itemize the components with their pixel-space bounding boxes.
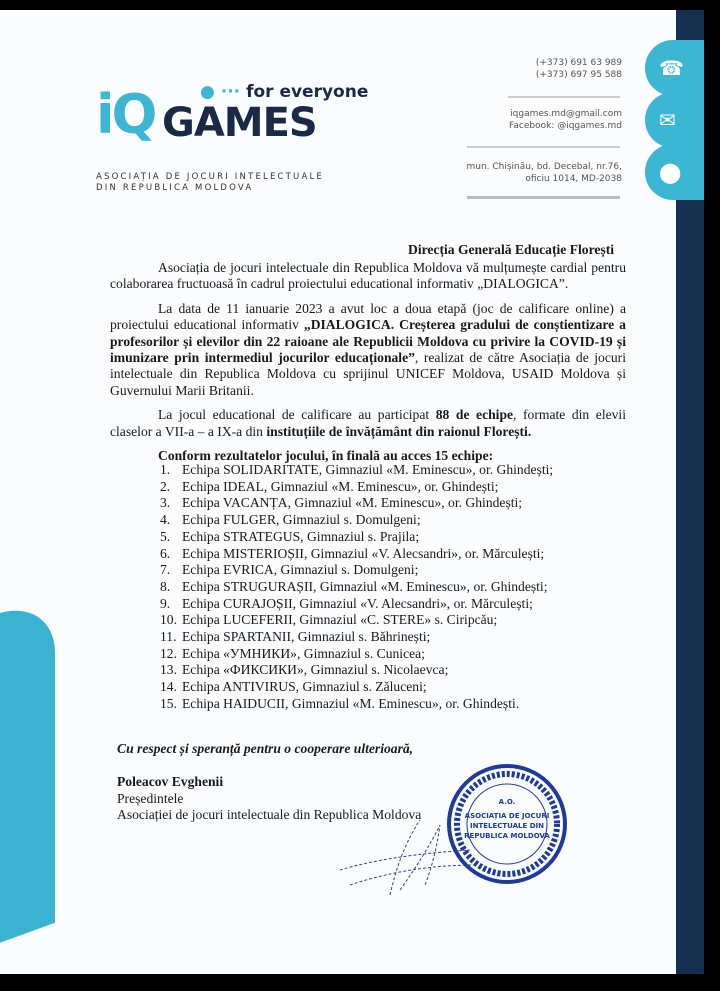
stamp-text: INTELECTUALE DIN bbox=[469, 822, 545, 830]
team-number: 10. bbox=[160, 612, 177, 628]
team-list-item bbox=[160, 512, 553, 529]
logo-games: GAMES bbox=[162, 100, 317, 146]
team-list-item bbox=[160, 462, 553, 479]
letter-body bbox=[110, 260, 626, 472]
team-text: Echipa IDEAL, Gimnaziul «M. Eminescu», or. Ghindești; bbox=[182, 478, 499, 494]
paragraph-event: La data de 11 ianuarie 2023 a avut loc a doua etapă (joc de calificare online) a proiectului educational informativ „DIALOGICA. Creșterea gradului de conștientizare a profesorilor și elevilor din 22 raioane ale Republicii Moldova cu privire la COVID-19 și imunizare prin intermediul jocurilor educaționale”, realizat de către Asociația de jocuri intelectuale din Republica Moldova cu sprijinul UNICEF Moldova, USAID Moldova și Guvernului Marii Britanii. bbox=[110, 300, 626, 398]
phone-numbers: (+373) 691 63 989 (+373) 697 95 588 bbox=[535, 58, 622, 80]
team-text: Echipa «УМНИКИ», Gimnaziul s. Cunicea; bbox=[182, 645, 425, 661]
logo-iq: iQ bbox=[96, 83, 155, 146]
team-text: Echipa SOLIDARITATE, Gimnaziul «M. Eminescu», or. Ghindești; bbox=[182, 462, 554, 477]
team-text: Echipa HAIDUCII, Gimnaziul «M. Eminescu», or. Ghindești. bbox=[182, 695, 520, 711]
team-text: Echipa VACANȚA, Gimnaziul «M. Eminescu», or. Ghindești; bbox=[182, 495, 523, 511]
team-list-item bbox=[160, 596, 553, 613]
team-number: 14. bbox=[160, 679, 177, 695]
paragraph-participants: La jocul educational de calificare au participat 88 de echipe, formate din elevii claselor a VII-a – a IX-a din instituțiile de învățământ din raionul Florești. bbox=[110, 407, 626, 439]
team-list-item bbox=[160, 479, 553, 496]
online-contacts: iqgames.md@gmail.com Facebook: @iqgames.md bbox=[509, 109, 622, 131]
signer-title: Președintele bbox=[117, 791, 184, 806]
team-number: 3. bbox=[160, 495, 171, 511]
team-text: Echipa STRATEGUS, Gimnaziul s. Prajila; bbox=[182, 528, 420, 544]
paragraph-thanks: Asociația de jocuri intelectuale din Republica Moldova vă mulțumește cardial pentru colaborarea fructuoasă în cadrul proiectului educational informativ „DIALOGICA”. bbox=[110, 260, 626, 292]
team-number: 2. bbox=[160, 478, 171, 494]
mail-icon: ✉ bbox=[645, 92, 704, 148]
logo-tagline: ● ··· for everyone bbox=[200, 82, 369, 102]
team-number: 4. bbox=[160, 512, 171, 528]
team-text: Echipa SPARTANII, Gimnaziul s. Băhrinești; bbox=[182, 629, 431, 645]
letter-page bbox=[0, 10, 704, 974]
stamp-text: ASOCIAȚIA DE JOCURI bbox=[464, 812, 550, 820]
signer-name: Poleacov Evghenii bbox=[117, 774, 224, 789]
team-number: 6. bbox=[160, 545, 171, 561]
closing: Cu respect și speranță pentru o cooperare ulterioară, bbox=[117, 741, 414, 756]
team-list-item bbox=[160, 529, 553, 546]
team-number: 5. bbox=[160, 528, 171, 544]
stamp-text: REPUBLICA MOLDOVA bbox=[464, 832, 550, 840]
stamp-text: A.O. bbox=[498, 798, 516, 806]
location-icon: ⬤ bbox=[645, 144, 704, 200]
team-text: Echipa CURAJOȘII, Gimnaziul «V. Alecsandri», or. Mărculești; bbox=[182, 595, 533, 611]
team-number: 12. bbox=[160, 645, 177, 661]
team-number: 8. bbox=[160, 578, 171, 594]
team-number: 9. bbox=[160, 595, 171, 611]
team-list bbox=[160, 462, 553, 713]
team-list-item bbox=[160, 629, 553, 646]
team-list-item bbox=[160, 612, 553, 629]
recipient: Direcția Generală Educație Florești bbox=[408, 242, 614, 257]
results-heading: Conform rezultatelor jocului, în finală au acces 15 echipe: bbox=[158, 448, 494, 464]
team-text: Echipa MISTERIOȘII, Gimnaziul «V. Alecsandri», or. Mărculești; bbox=[182, 545, 545, 561]
address: mun. Chișinău, bd. Decebal, nr.76, oficiu 1014, MD-2038 bbox=[466, 162, 622, 184]
divider bbox=[467, 146, 620, 148]
team-list-item bbox=[160, 679, 553, 696]
team-list-item bbox=[160, 562, 553, 579]
team-text: Echipa FULGER, Gimnaziul s. Domulgeni; bbox=[182, 512, 421, 528]
team-text: Echipa ANTIVIRUS, Gimnaziul s. Zăluceni; bbox=[182, 679, 427, 695]
team-text: Echipa LUCEFERII, Gimnaziul «C. STERE» s. Ciripcău; bbox=[182, 612, 498, 628]
team-list-item bbox=[160, 579, 553, 596]
team-text: Echipa STRUGURAȘII, Gimnaziul «M. Eminescu», or. Ghindești; bbox=[182, 578, 548, 594]
team-text: Echipa «ФИКСИКИ», Gimnaziul s. Nicolaevca; bbox=[182, 662, 449, 678]
divider bbox=[467, 196, 620, 199]
team-list-item bbox=[160, 495, 553, 512]
team-text: Echipa EVRICA, Gimnaziul s. Domulgeni; bbox=[182, 562, 419, 578]
divider bbox=[508, 96, 620, 98]
team-number: 1. bbox=[160, 462, 171, 477]
stamp bbox=[445, 762, 570, 887]
team-number: 7. bbox=[160, 562, 171, 578]
signer-organization: Asociației de jocuri intelectuale din Republica Moldova bbox=[117, 807, 422, 822]
team-number: 11. bbox=[160, 629, 177, 645]
team-list-item bbox=[160, 546, 553, 563]
team-list-item bbox=[160, 696, 553, 713]
phone-icon: ☎ bbox=[645, 40, 704, 96]
team-list-item bbox=[160, 662, 553, 679]
team-number: 13. bbox=[160, 662, 177, 678]
decorative-shape bbox=[0, 593, 55, 958]
team-number: 15. bbox=[160, 695, 177, 711]
association-name: ASOCIAȚIA DE JOCURI INTELECTUALE DIN REPUBLICA MOLDOVA bbox=[96, 172, 325, 193]
team-list-item bbox=[160, 646, 553, 663]
